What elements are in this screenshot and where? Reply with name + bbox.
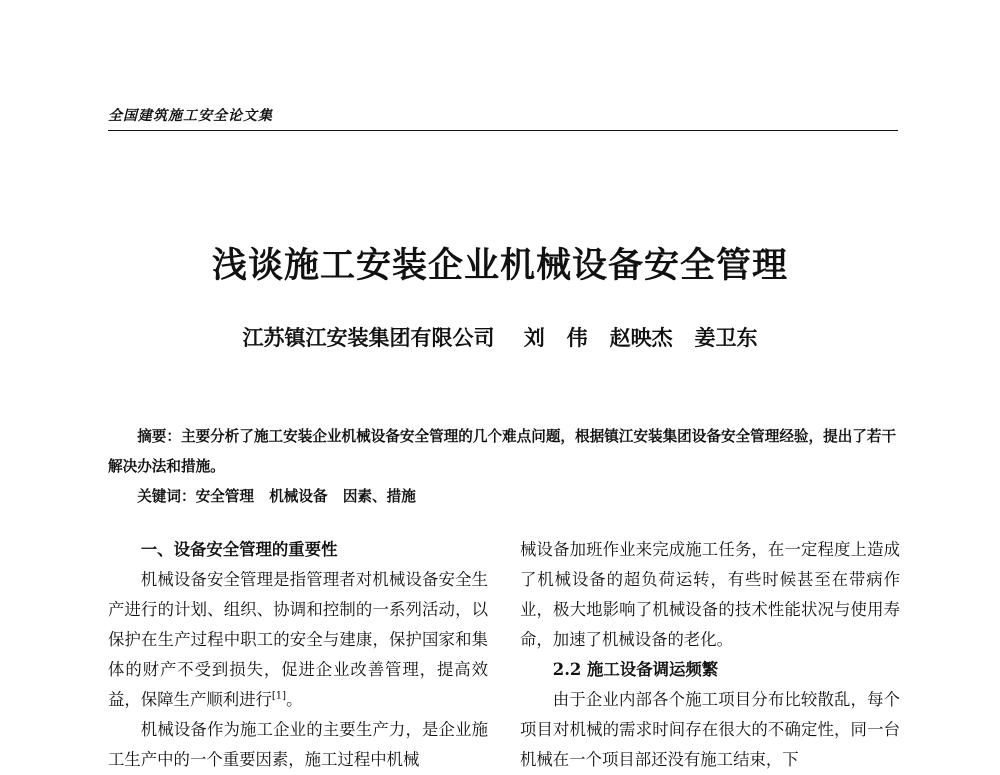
paragraph-text: 机械设备安全管理是指管理者对机械设备安全生产进行的计划、组织、协调和控制的一系列活动，以保护在生产过程中职工的安全与建康，保护国家和集体的财产不受到损失，促进企业改善管理，提高效益，保障生产顺利进行: [108, 570, 488, 709]
keywords-label: 关键词：: [137, 488, 196, 505]
keywords-text: 安全管理 机械设备 因素、措施: [195, 488, 416, 505]
abstract-text: 主要分析了施工安装企业机械设备安全管理的几个难点问题，根据镇江安装集团设备安全管理经验，提出了若干解决办法和措施。: [108, 428, 897, 475]
paragraph-end: 。: [286, 690, 303, 709]
left-column: [108, 535, 488, 775]
abstract-paragraph: [108, 422, 900, 482]
body-paragraph: 由于企业内部各个施工项目分布比较散乱，每个项目对机械的需求时间存在很大的不确定性，同一台机械在一个项目部还没有施工结束，下: [520, 690, 900, 769]
paper-title: 浅谈施工安装企业机械设备安全管理: [211, 245, 788, 286]
header-rule: [108, 130, 898, 131]
author-byline: 江苏镇江安装集团有限公司 刘 伟 赵映杰 姜卫东: [242, 325, 758, 350]
subsection-heading: 2.2 施工设备调运频繁: [552, 660, 719, 679]
right-column: [520, 535, 900, 775]
citation-ref: [1]: [271, 690, 287, 702]
abstract-block: [108, 422, 900, 512]
running-head: 全国建筑施工安全论文集: [108, 108, 273, 124]
body-paragraph: [108, 565, 488, 715]
body-paragraph: 机械设备作为施工企业的主要生产力，是企业施工生产中的一个重要因素，施工过程中机械: [108, 720, 488, 769]
body-paragraph-continued: 械设备加班作业来完成施工任务，在一定程度上造成了机械设备的超负荷运转，有些时候甚至在带病作业，极大地影响了机械设备的技术性能状况与使用寿命，加速了机械设备的老化。: [520, 540, 900, 649]
keywords-line: [108, 482, 900, 512]
section-heading: 一、设备安全管理的重要性: [140, 540, 338, 559]
abstract-label: 摘要：: [137, 428, 181, 445]
